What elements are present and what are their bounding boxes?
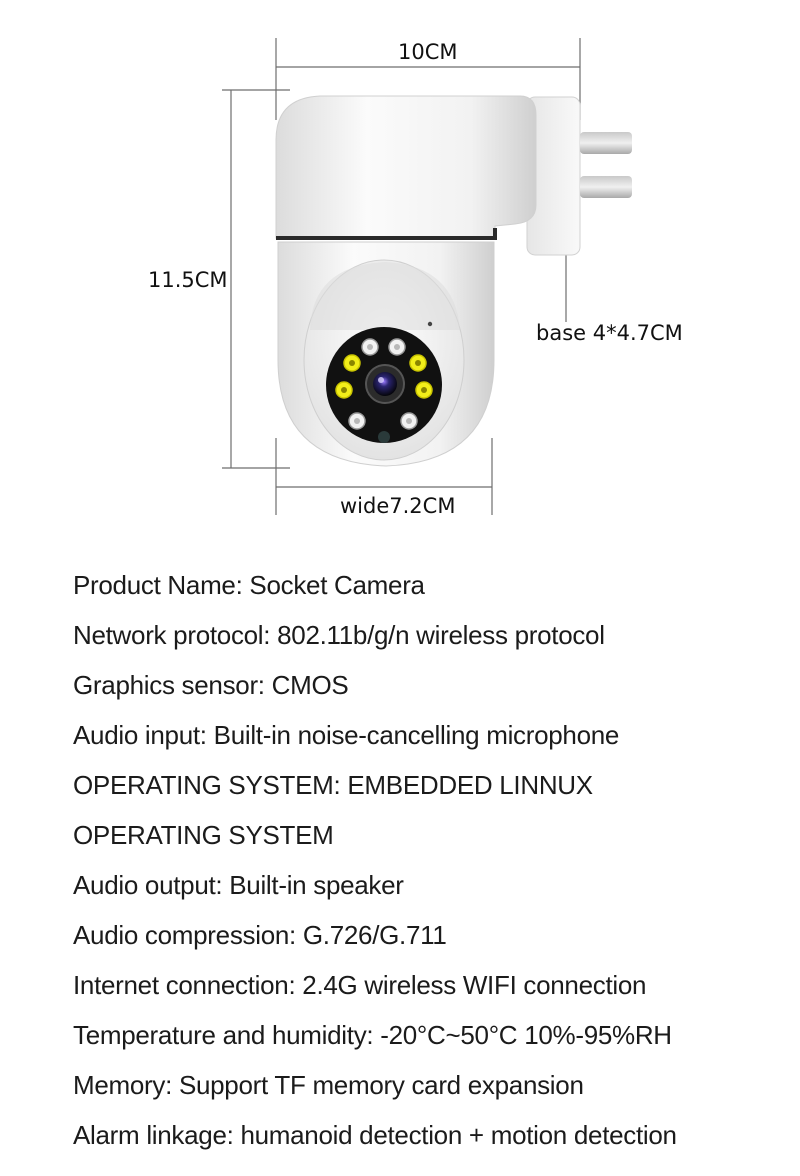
wall-plug — [527, 97, 632, 255]
spec-audio-compression: Audio compression: G.726/G.711 — [73, 920, 447, 950]
height-dimension-label: 11.5CM — [148, 268, 228, 292]
camera-upper-housing — [276, 96, 536, 238]
product-dimension-diagram — [0, 0, 800, 530]
spec-internet-connection: Internet connection: 2.4G wireless WIFI connection — [73, 970, 647, 1000]
spec-product-name: Product Name: Socket Camera — [73, 570, 425, 600]
width-dimension-label: 10CM — [398, 40, 458, 64]
spec-audio-input: Audio input: Built-in noise-cancelling microphone — [73, 720, 620, 750]
spec-audio-output: Audio output: Built-in speaker — [73, 870, 404, 900]
plug-prong-top — [580, 132, 632, 154]
spec-operating-system: OPERATING SYSTEM: EMBEDDED LINNUX — [73, 770, 593, 800]
plug-prong-bottom — [580, 176, 632, 198]
spec-list — [73, 560, 783, 1160]
spec-memory: Memory: Support TF memory card expansion — [73, 1070, 584, 1100]
spec-alarm-linkage: Alarm linkage: humanoid detection + motion detection — [73, 1120, 677, 1150]
camera-illustration — [0, 0, 800, 530]
light-sensor — [378, 431, 390, 443]
spec-graphics-sensor: Graphics sensor: CMOS — [73, 670, 349, 700]
base-dimension-label: base 4*4.7CM — [536, 321, 683, 345]
wide-dimension-label: wide7.2CM — [340, 494, 456, 518]
microphone-hole — [428, 322, 432, 326]
spec-network-protocol: Network protocol: 802.11b/g/n wireless protocol — [73, 620, 605, 650]
spec-operating-system-cont: OPERATING SYSTEM — [73, 820, 334, 850]
spec-temperature-humidity: Temperature and humidity: -20°C~50°C 10%-95%RH — [73, 1020, 672, 1050]
